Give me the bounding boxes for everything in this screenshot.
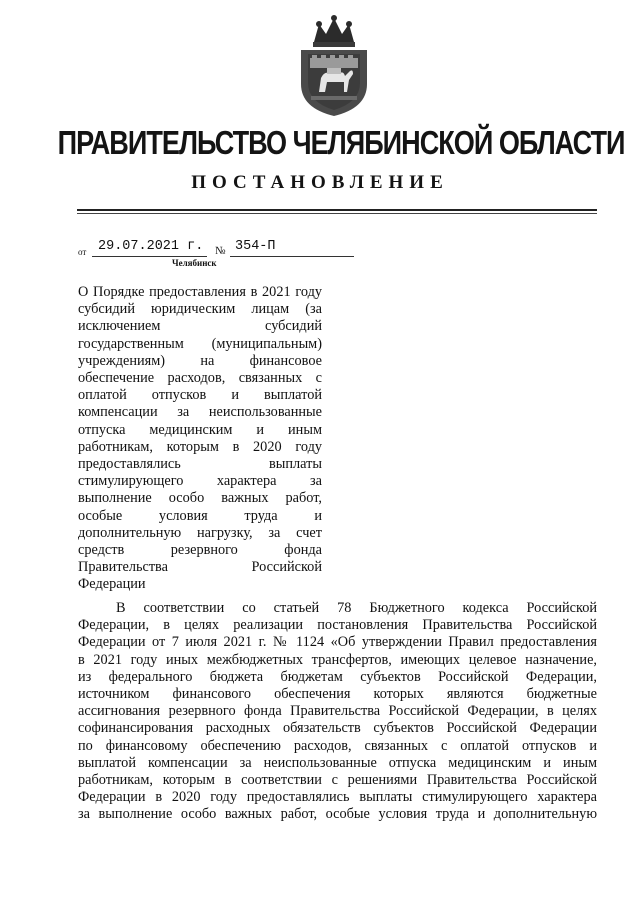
subject-line: учреждениям) на финансовое bbox=[78, 352, 322, 369]
body-line: Федерации от 7 июля 2021 г. № 1124 «Об утверждении Правил предоставления bbox=[78, 634, 597, 651]
header-rule-thin bbox=[77, 213, 597, 214]
header-rule-thick bbox=[77, 209, 597, 211]
body-line: Федерации в 2020 году предоставлялись выплаты стимулирующего характера bbox=[78, 789, 597, 806]
date-underline bbox=[92, 256, 207, 257]
subject-line: предоставлялись выплаты bbox=[78, 456, 322, 473]
subject-line: Правительства Российской bbox=[78, 559, 322, 576]
body-line: В соответствии со статьей 78 Бюджетного кодекса Российской bbox=[116, 600, 597, 616]
subject-line: работникам, которым в 2020 году bbox=[78, 438, 322, 455]
subject-line: Федерации bbox=[78, 576, 146, 593]
body-line: ассигнования резервного фонда Правительства Российской Федерации, в целях bbox=[78, 703, 597, 720]
subject-line: обеспечение расходов, связанных с bbox=[78, 370, 322, 387]
subject-line: средств резервного фонда bbox=[78, 542, 322, 559]
subject-line: компенсации за неиспользованные bbox=[78, 404, 322, 421]
body-line: софинансирования расходных обязательств субъектов Российской Федерации bbox=[78, 720, 597, 737]
body-line: по финансовому обеспечению расходов, связанных с оплатой отпусков и bbox=[78, 737, 597, 754]
city-label: Челябинск bbox=[172, 258, 217, 268]
subject-line: отпуска медицинским и иным bbox=[78, 421, 322, 438]
subject-line: О Порядке предоставления в 2021 году bbox=[78, 284, 322, 300]
subject-line: исключением субсидий bbox=[78, 318, 322, 335]
document-date: 29.07.2021 г. bbox=[98, 239, 204, 254]
subject-line: выполнение особо важных работ, bbox=[78, 490, 322, 507]
document-meta bbox=[78, 236, 378, 276]
document-number: 354-П bbox=[235, 239, 276, 254]
subject-line: особые условия труда и bbox=[78, 507, 322, 524]
date-prefix: от bbox=[78, 247, 87, 257]
subject-line: дополнительную нагрузку, за счет bbox=[78, 524, 322, 541]
document-body-paragraph bbox=[78, 600, 597, 824]
body-line: из федерального бюджета бюджетам субъектов Российской Федерации, bbox=[78, 668, 597, 685]
subject-line: субсидий юридическим лицам (за bbox=[78, 301, 322, 318]
number-prefix: № bbox=[215, 245, 226, 257]
subject-line: государственным (муниципальным) bbox=[78, 335, 322, 352]
number-underline bbox=[230, 256, 354, 257]
body-line: Федерации, в целях реализации постановления Правительства Российской bbox=[78, 617, 597, 634]
document-type-heading: ПОСТАНОВЛЕНИЕ bbox=[191, 172, 449, 193]
chelyabinsk-coat-of-arms-icon bbox=[289, 12, 379, 118]
subject-line: оплатой отпусков и выплатой bbox=[78, 387, 322, 404]
subject-line: стимулирующего характера за bbox=[78, 473, 322, 490]
body-line: выплатой компенсации за неиспользованные отпуска медицинским и иным bbox=[78, 754, 597, 771]
body-line: в 2021 году иных межбюджетных трансфертов, имеющих целевое назначение, bbox=[78, 651, 597, 668]
body-line: источником финансового обеспечения которых являются бюджетные bbox=[78, 686, 597, 703]
body-line: работникам, которым в соответствии с решениями Правительства Российской bbox=[78, 772, 597, 789]
government-title: ПРАВИТЕЛЬСТВО ЧЕЛЯБИНСКОЙ ОБЛАСТИ bbox=[57, 124, 625, 161]
document-subject bbox=[78, 284, 322, 594]
body-line: за выполнение особо важных работ, особые условия труда и дополнительную bbox=[78, 806, 597, 823]
